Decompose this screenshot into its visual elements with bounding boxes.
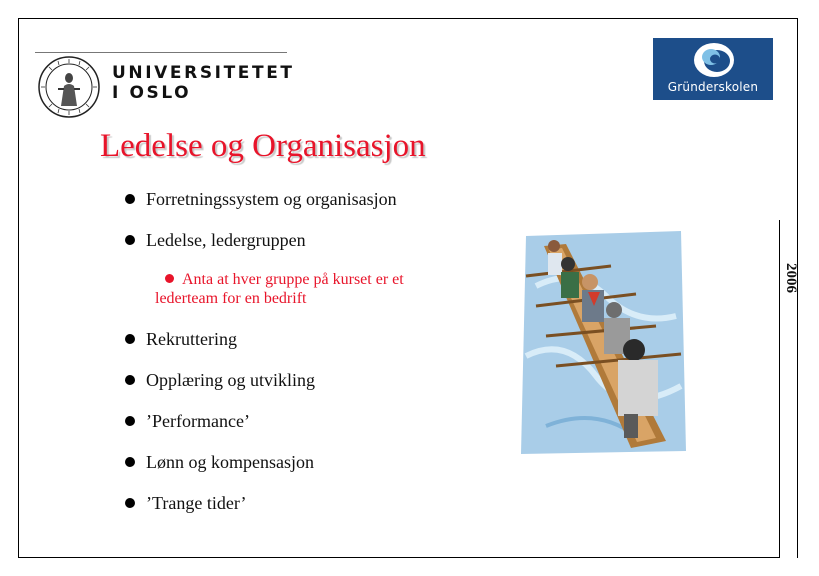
bullet-dot-icon — [125, 334, 135, 344]
bullet-dot-icon — [125, 375, 135, 385]
logo-divider — [35, 52, 287, 53]
bullet-text: Lønn og kompensasjon — [146, 452, 314, 472]
sub-bullet-dot-icon — [165, 274, 174, 283]
bullet-dot-icon — [125, 498, 135, 508]
university-name-line2: I OSLO — [112, 83, 192, 103]
bullet-text: ’Trange tider’ — [146, 493, 247, 513]
bullet-text: Opplæring og utvikling — [146, 370, 316, 390]
sub-bullet-text: Anta at hver gruppe på kurset er et lederteam for en bedrift — [155, 271, 404, 307]
side-year: 2006 — [783, 263, 799, 293]
rowing-team-clipart — [516, 226, 691, 456]
bullet-dot-icon — [125, 457, 135, 467]
university-name-line1: UNIVERSITETET — [112, 63, 295, 83]
slide-title: Ledelse og Organisasjon — [100, 128, 426, 164]
grunderskolen-name: Gründerskolen — [667, 80, 759, 94]
bullet-text: ’Performance’ — [146, 411, 250, 431]
university-name — [112, 63, 295, 103]
sub-bullet — [155, 270, 465, 308]
bullet-text: Rekruttering — [146, 329, 237, 349]
university-seal-icon — [38, 56, 100, 118]
bullet-text: Ledelse, ledergruppen — [146, 230, 306, 250]
side-year-divider — [779, 220, 780, 558]
grunderskolen-logo-icon — [653, 38, 773, 82]
bullet-dot-icon — [125, 416, 135, 426]
bullet-text: Forretningssystem og organisasjon — [146, 189, 397, 209]
grunderskolen-logo — [653, 38, 773, 100]
bullet-dot-icon — [125, 235, 135, 245]
bullet-dot-icon — [125, 194, 135, 204]
